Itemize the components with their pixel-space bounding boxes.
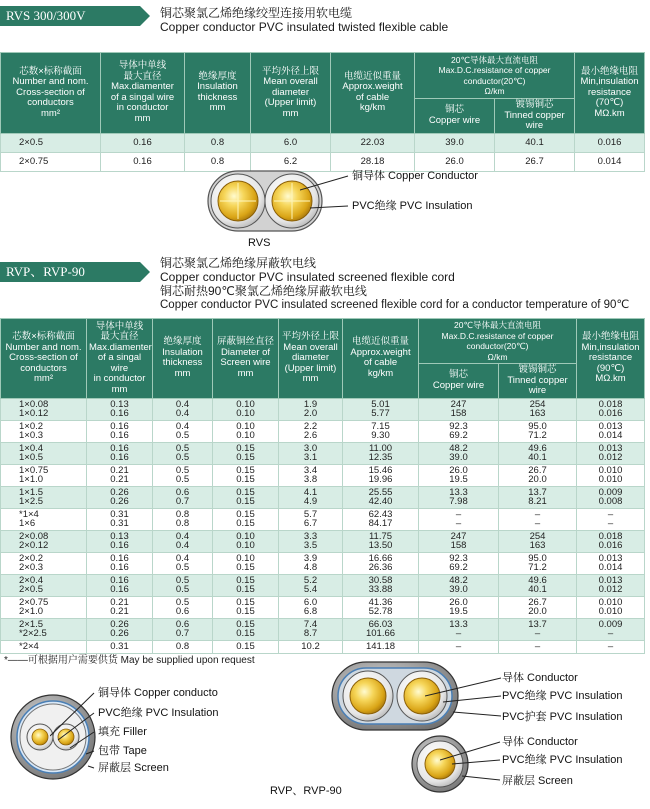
rvs-header-wire: 导体中单线 最大直径 Max.diamenter of a singal wire in conductor mm (101, 53, 185, 134)
rvp-single-label-conductor: 导体 Conductor (502, 736, 578, 748)
cell-insul: 0.8 (153, 640, 213, 653)
cell-wire: 0.31 (87, 640, 153, 653)
rvs-section-tag (0, 6, 140, 26)
rvp-single-label-screen: 屏蔽层 Screen (502, 775, 573, 787)
cell-copper: 13.3 – (419, 618, 499, 640)
rvp-header-min-insulation: 最小绝缘电阻 Min,insulation resistance (90℃) MΩ.km (577, 319, 645, 399)
table-row (1, 618, 645, 640)
table-row (1, 508, 645, 530)
cell-screen: 0.10 0.10 (213, 398, 279, 420)
rvs-header-weight: 电缆近似重量 Approx.weight of cable kg/km (331, 53, 415, 134)
cell-copper: – – (419, 508, 499, 530)
supply-note: *——可根据用户需要供货 May be supplied upon request (4, 655, 255, 666)
cell-wire: 0.16 0.16 (87, 442, 153, 464)
cell-copper: – (419, 640, 499, 653)
cell-od: 3.0 3.1 (279, 442, 343, 464)
cell-min: 0.018 0.016 (577, 398, 645, 420)
cell-insul: 0.5 0.5 (153, 442, 213, 464)
cell-screen: 0.10 0.15 (213, 552, 279, 574)
rvs-title-en: Copper conductor PVC insulated twisted flexible cable (160, 20, 449, 34)
rvp-header-spec: 芯数×标称截面 Number and nom. Cross-section of conductors mm² (1, 319, 87, 399)
cell-screen: 0.15 (213, 640, 279, 653)
cell-spec: 2×0.75 (1, 152, 101, 171)
cell-screen: 0.15 0.15 (213, 442, 279, 464)
cell-spec: 1×0.4 1×0.5 (1, 442, 87, 464)
cell-copper: 26.0 19.5 (419, 464, 499, 486)
rvp-header-copper: 铜芯 Copper wire (419, 364, 499, 399)
rvs-tag-text: RVS 300/300V (6, 8, 86, 23)
rvp-header-weight: 电缆近似重量 Approx.weight of cable kg/km (343, 319, 419, 399)
table-row (1, 530, 645, 552)
cell-weight: 30.58 33.88 (343, 574, 419, 596)
cell-wire: 0.16 (101, 152, 185, 171)
cell-od: 7.4 8.7 (279, 618, 343, 640)
cell-screen: 0.10 0.10 (213, 420, 279, 442)
rvp-caption: RVP、RVP-90 (270, 785, 342, 797)
cell-tinned: 49.6 40.1 (499, 442, 577, 464)
table-row (1, 133, 645, 152)
cell-weight: 141.18 (343, 640, 419, 653)
cell-copper: 92.3 69.2 (419, 552, 499, 574)
cell-spec: 2×1.5 *2×2.5 (1, 618, 87, 640)
cell-weight: 5.01 5.77 (343, 398, 419, 420)
rvp-single-leader-lines (440, 738, 505, 788)
cell-min: 0.016 (575, 133, 645, 152)
cell-insul: 0.5 0.6 (153, 596, 213, 618)
cell-spec: 1×1.5 1×2.5 (1, 486, 87, 508)
cell-wire: 0.16 0.16 (87, 420, 153, 442)
cell-tinned: 26.7 (495, 152, 575, 171)
rvs-caption: RVS (248, 237, 271, 249)
cell-screen: 0.15 0.15 (213, 574, 279, 596)
table-row (1, 420, 645, 442)
table-row (1, 574, 645, 596)
cell-tinned: 26.7 20.0 (499, 596, 577, 618)
cell-od: 6.0 6.8 (279, 596, 343, 618)
cell-copper: 247 158 (419, 530, 499, 552)
cell-weight: 62.43 84.17 (343, 508, 419, 530)
table-row (1, 442, 645, 464)
rvs-header-tinned: 镀锡铜芯 Tinned copper wire (495, 99, 575, 134)
cell-od: 1.9 2.0 (279, 398, 343, 420)
cell-tinned: – (499, 640, 577, 653)
rvs-header-min-insulation: 最小绝缘电阻 Min,insulation resistance (70℃) MΩ.km (575, 53, 645, 134)
cell-weight: 11.00 12.35 (343, 442, 419, 464)
cell-wire: 0.21 0.21 (87, 464, 153, 486)
cell-tinned: – – (499, 508, 577, 530)
cell-wire: 0.13 0.16 (87, 398, 153, 420)
cell-spec: 2×0.08 2×0.12 (1, 530, 87, 552)
cell-spec: 2×0.5 (1, 133, 101, 152)
rvp-title1-en: Copper conductor PVC insulated screened flexible cord (160, 270, 455, 284)
cell-min: 0.013 0.014 (577, 420, 645, 442)
rvp-header-overall-diameter: 平均外径上限 Mean overall diameter (Upper limit) mm (279, 319, 343, 399)
rvp-header-screen-wire: 屏蔽铜丝直径 Diameter of Screen wire mm (213, 319, 279, 399)
cell-copper: 48.2 39.0 (419, 442, 499, 464)
cell-min: 0.009 – (577, 618, 645, 640)
cell-copper: 48.2 39.0 (419, 574, 499, 596)
rvp-title2-en: Copper conductor PVC insulated screened flexible cord for a conductor temperature of 90℃ (160, 299, 630, 311)
table-row (1, 640, 645, 653)
rvp-twin-label-conductor: 导体 Conductor (502, 672, 578, 684)
cell-tinned: 49.6 40.1 (499, 574, 577, 596)
rvs-header-insulation: 绝缘厚度 Insulation thickness mm (185, 53, 251, 134)
rvp-twin-leader-lines (425, 672, 505, 722)
cell-wire: 0.16 (101, 133, 185, 152)
cell-weight: 28.18 (331, 152, 415, 171)
rvs-title-cn: 铜芯聚氯乙烯绝缘绞型连接用软电缆 (160, 6, 353, 20)
cell-spec: 1×0.2 1×0.3 (1, 420, 87, 442)
cell-min: 0.010 0.010 (577, 596, 645, 618)
cell-spec: *1×4 1×6 (1, 508, 87, 530)
cell-weight: 22.03 (331, 133, 415, 152)
rvp-left-label-conductor: 铜导体 Copper conducto (98, 687, 218, 699)
cell-screen: 0.15 0.15 (213, 618, 279, 640)
cell-insul: 0.4 0.5 (153, 420, 213, 442)
table-row (1, 596, 645, 618)
table-row (1, 486, 645, 508)
cell-od: 5.7 6.7 (279, 508, 343, 530)
cell-min: 0.013 0.014 (577, 552, 645, 574)
rvp-twin-label-insulation: PVC绝缘 PVC Insulation (502, 690, 623, 702)
cell-od: 2.2 2.6 (279, 420, 343, 442)
cell-weight: 16.66 26.36 (343, 552, 419, 574)
cell-weight: 11.75 13.50 (343, 530, 419, 552)
rvp-left-leader-lines (50, 688, 100, 778)
rvp-left-label-filler: 填充 Filler (98, 726, 147, 738)
cell-min: – – (577, 508, 645, 530)
cell-screen: 0.15 0.15 (213, 596, 279, 618)
cell-wire: 0.13 0.16 (87, 530, 153, 552)
cell-copper: 247 158 (419, 398, 499, 420)
rvp-left-label-insulation: PVC绝缘 PVC Insulation (98, 707, 219, 719)
rvs-header-copper: 铜芯 Copper wire (415, 99, 495, 134)
cell-od: 3.3 3.5 (279, 530, 343, 552)
cell-weight: 41.36 52.78 (343, 596, 419, 618)
cell-insul: 0.8 (185, 152, 251, 171)
cell-tinned: 13.7 8.21 (499, 486, 577, 508)
cell-insul: 0.8 0.8 (153, 508, 213, 530)
rvs-header-resistance: 20℃导体最大直流电阻 Max.D.C.resistance of copper conductor(20℃) Ω/km (415, 53, 575, 99)
rvp-header-tinned: 镀锡铜芯 Tinned copper wire (499, 364, 577, 399)
cell-insul: 0.4 0.4 (153, 398, 213, 420)
cell-screen: 0.15 0.15 (213, 464, 279, 486)
cell-tinned: 254 163 (499, 398, 577, 420)
cell-copper: 39.0 (415, 133, 495, 152)
cell-screen: 0.15 0.15 (213, 486, 279, 508)
cell-copper: 26.0 19.5 (419, 596, 499, 618)
cell-wire: 0.31 0.31 (87, 508, 153, 530)
rvp-single-label-insulation: PVC绝缘 PVC Insulation (502, 754, 623, 766)
rvs-header-spec: 芯数×标称截面 Number and nom. Cross-section of conductors mm² (1, 53, 101, 134)
rvp-header-resistance: 20℃导体最大直流电阻 Max.D.C.resistance of copper conductor(20℃) Ω/km (419, 319, 577, 364)
cell-wire: 0.21 0.21 (87, 596, 153, 618)
cell-spec: *2×4 (1, 640, 87, 653)
rvp-twin-label-sheath: PVC护套 PVC Insulation (502, 711, 623, 723)
rvp-header-insulation: 绝缘厚度 Insulation thickness mm (153, 319, 213, 399)
cell-insul: 0.6 0.7 (153, 618, 213, 640)
cell-tinned: 95.0 71.2 (499, 420, 577, 442)
cell-tinned: 95.0 71.2 (499, 552, 577, 574)
cell-spec: 2×0.4 2×0.5 (1, 574, 87, 596)
cell-od: 4.1 4.9 (279, 486, 343, 508)
rvp-left-label-tape: 包带 Tape (98, 745, 147, 757)
cell-insul: 0.5 0.5 (153, 574, 213, 596)
cell-tinned: 26.7 20.0 (499, 464, 577, 486)
cell-wire: 0.16 0.16 (87, 552, 153, 574)
cell-od: 5.2 5.4 (279, 574, 343, 596)
cell-min: 0.018 0.016 (577, 530, 645, 552)
cell-od: 10.2 (279, 640, 343, 653)
cell-tinned: 13.7 – (499, 618, 577, 640)
cell-spec: 1×0.08 1×0.12 (1, 398, 87, 420)
cell-screen: 0.15 0.15 (213, 508, 279, 530)
rvp-header-wire: 导体中单线 最大直径 Max.diamenter of a singal wire in conductor mm (87, 319, 153, 399)
rvp-section-tag (0, 262, 140, 299)
cell-od: 3.4 3.8 (279, 464, 343, 486)
rvs-header-overall-diameter: 平均外径上限 Mean overall diameter (Upper limit) mm (251, 53, 331, 134)
cell-insul: 0.5 0.5 (153, 464, 213, 486)
cell-tinned: 40.1 (495, 133, 575, 152)
cell-min: 0.009 0.008 (577, 486, 645, 508)
cell-spec: 1×0.75 1×1.0 (1, 464, 87, 486)
cell-wire: 0.26 0.26 (87, 618, 153, 640)
rvp-tag-text: RVP、RVP-90 300/300V (6, 264, 85, 299)
cell-copper: 26.0 (415, 152, 495, 171)
cell-min: 0.010 0.010 (577, 464, 645, 486)
cell-copper: 92.3 69.2 (419, 420, 499, 442)
rvp-left-label-screen: 屏蔽层 Screen (98, 762, 169, 774)
cell-weight: 7.15 9.30 (343, 420, 419, 442)
rvs-spec-table (0, 52, 645, 172)
cell-min: – (577, 640, 645, 653)
cell-wire: 0.26 0.26 (87, 486, 153, 508)
cell-od: 6.2 (251, 152, 331, 171)
cell-spec: 2×0.75 2×1.0 (1, 596, 87, 618)
cell-min: 0.013 0.012 (577, 574, 645, 596)
cell-od: 6.0 (251, 133, 331, 152)
cell-insul: 0.4 0.5 (153, 552, 213, 574)
rvp-spec-table (0, 318, 645, 654)
table-row (1, 398, 645, 420)
cell-weight: 15.46 19.96 (343, 464, 419, 486)
cell-min: 0.014 (575, 152, 645, 171)
cell-insul: 0.6 0.7 (153, 486, 213, 508)
cell-copper: 13.3 7.98 (419, 486, 499, 508)
table-row (1, 464, 645, 486)
cell-spec: 2×0.2 2×0.3 (1, 552, 87, 574)
rvp-title2-cn: 铜芯耐热90℃聚氯乙烯绝缘屏蔽软电线 (160, 284, 367, 298)
cell-weight: 25.55 42.40 (343, 486, 419, 508)
cell-insul: 0.4 0.4 (153, 530, 213, 552)
cell-tinned: 254 163 (499, 530, 577, 552)
cell-weight: 66.03 101.66 (343, 618, 419, 640)
cell-od: 3.9 4.8 (279, 552, 343, 574)
cell-screen: 0.10 0.10 (213, 530, 279, 552)
cell-wire: 0.16 0.16 (87, 574, 153, 596)
cell-insul: 0.8 (185, 133, 251, 152)
rvp-title1-cn: 铜芯聚氯乙烯绝缘屏蔽软电线 (160, 256, 317, 270)
rvs-label-conductor: 铜导体 Copper Conductor (352, 170, 478, 182)
cell-min: 0.013 0.012 (577, 442, 645, 464)
rvs-label-insulation: PVC绝缘 PVC Insulation (352, 200, 473, 212)
table-row (1, 552, 645, 574)
